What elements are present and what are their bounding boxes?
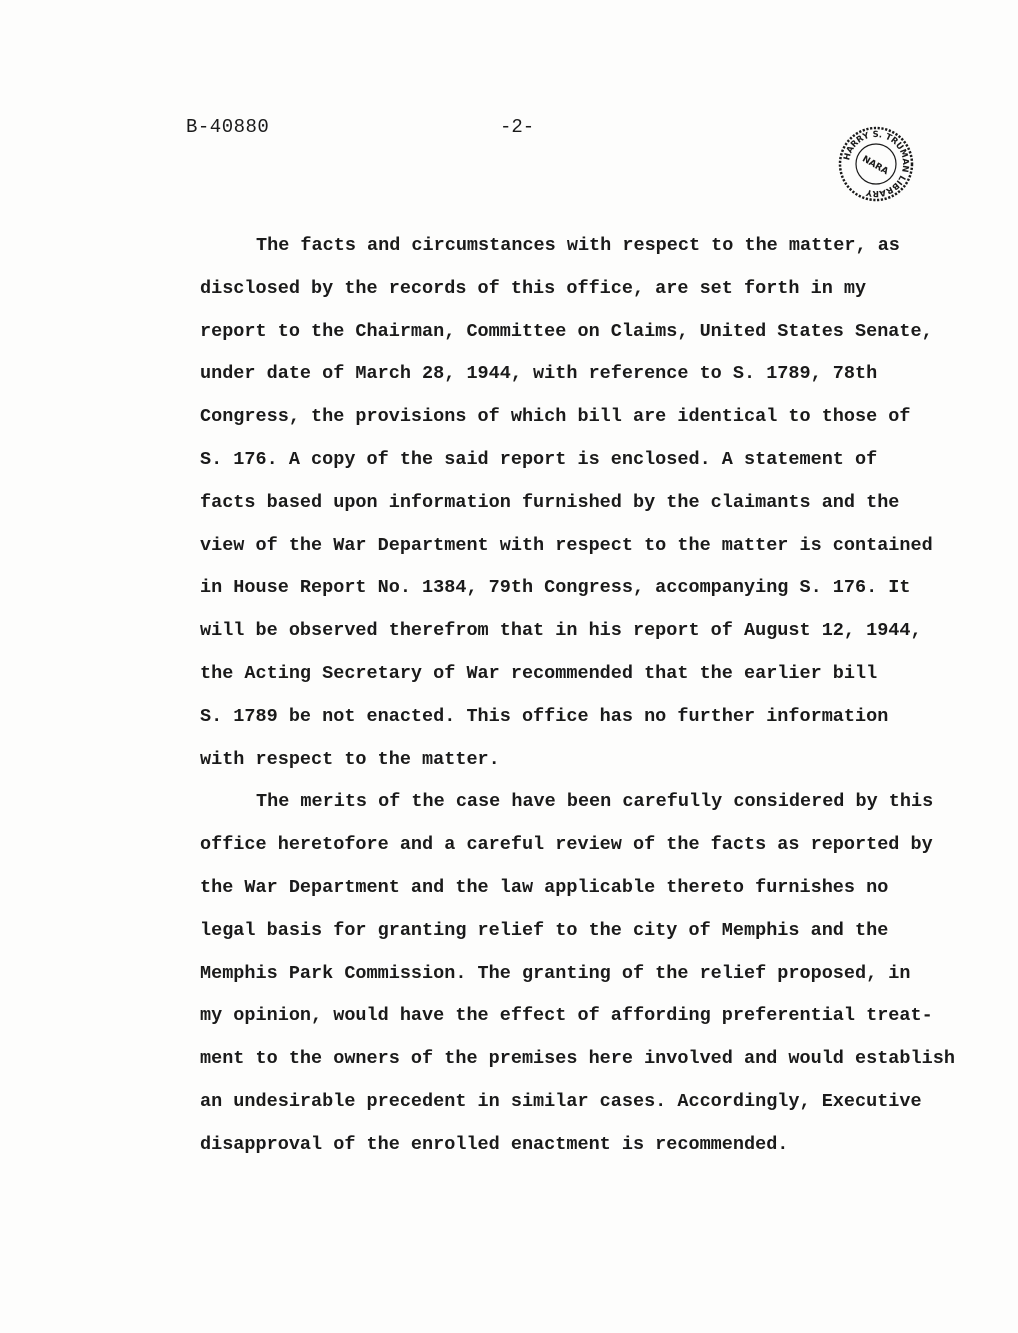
text-line: The facts and circumstances with respect to the matter, as — [256, 235, 900, 256]
text-line: disclosed by the records of this office, are set forth in my — [200, 277, 867, 299]
text-line: Congress, the provisions of which bill are identical to those of — [200, 406, 911, 428]
paragraph-1 — [200, 225, 940, 781]
stamp-inner-text: NARA — [860, 154, 890, 178]
stamp-outer-text: HARRY S. TRUMAN LIBRARY — [842, 129, 911, 199]
text-line: in House Report No. 1384, 79th Congress, accompanying S. 176. It — [200, 577, 911, 599]
text-line: under date of March 28, 1944, with reference to S. 1789, 78th — [200, 363, 878, 385]
text-line: facts based upon information furnished by the claimants and the — [200, 491, 900, 513]
text-line: will be observed therefrom that in his report of August 12, 1944, — [200, 620, 922, 642]
letter-body — [200, 225, 955, 1167]
text-line: office heretofore and a careful review of the facts as reported by — [200, 834, 933, 856]
text-line: the Acting Secretary of War recommended that the earlier bill — [200, 662, 878, 684]
text-line: my opinion, would have the effect of affording preferential treat- — [200, 1005, 933, 1027]
page-number: -2- — [500, 116, 535, 138]
text-line: legal basis for granting relief to the city of Memphis and the — [200, 919, 889, 941]
file-number: B-40880 — [186, 116, 270, 138]
text-line: the War Department and the law applicable thereto furnishes no — [200, 876, 889, 898]
text-line: disapproval of the enrolled enactment is recommended. — [200, 1133, 789, 1155]
text-line: S. 1789 be not enacted. This office has no further information — [200, 705, 889, 727]
text-line: ment to the owners of the premises here involved and would establish — [200, 1048, 955, 1070]
text-line: The merits of the case have been carefully considered by this — [256, 791, 934, 813]
text-line: Memphis Park Commission. The granting of the relief proposed, in — [200, 962, 911, 984]
text-line: S. 176. A copy of the said report is enclosed. A statement of — [200, 448, 878, 470]
text-line: an undesirable precedent in similar cases. Accordingly, Executive — [200, 1090, 922, 1112]
text-line: report to the Chairman, Committee on Claims, United States Senate, — [200, 320, 933, 342]
paragraph-2 — [200, 781, 955, 1166]
text-line: view of the War Department with respect to the matter is contained — [200, 534, 933, 556]
library-stamp-icon — [838, 126, 914, 202]
text-line: with respect to the matter. — [200, 748, 500, 770]
